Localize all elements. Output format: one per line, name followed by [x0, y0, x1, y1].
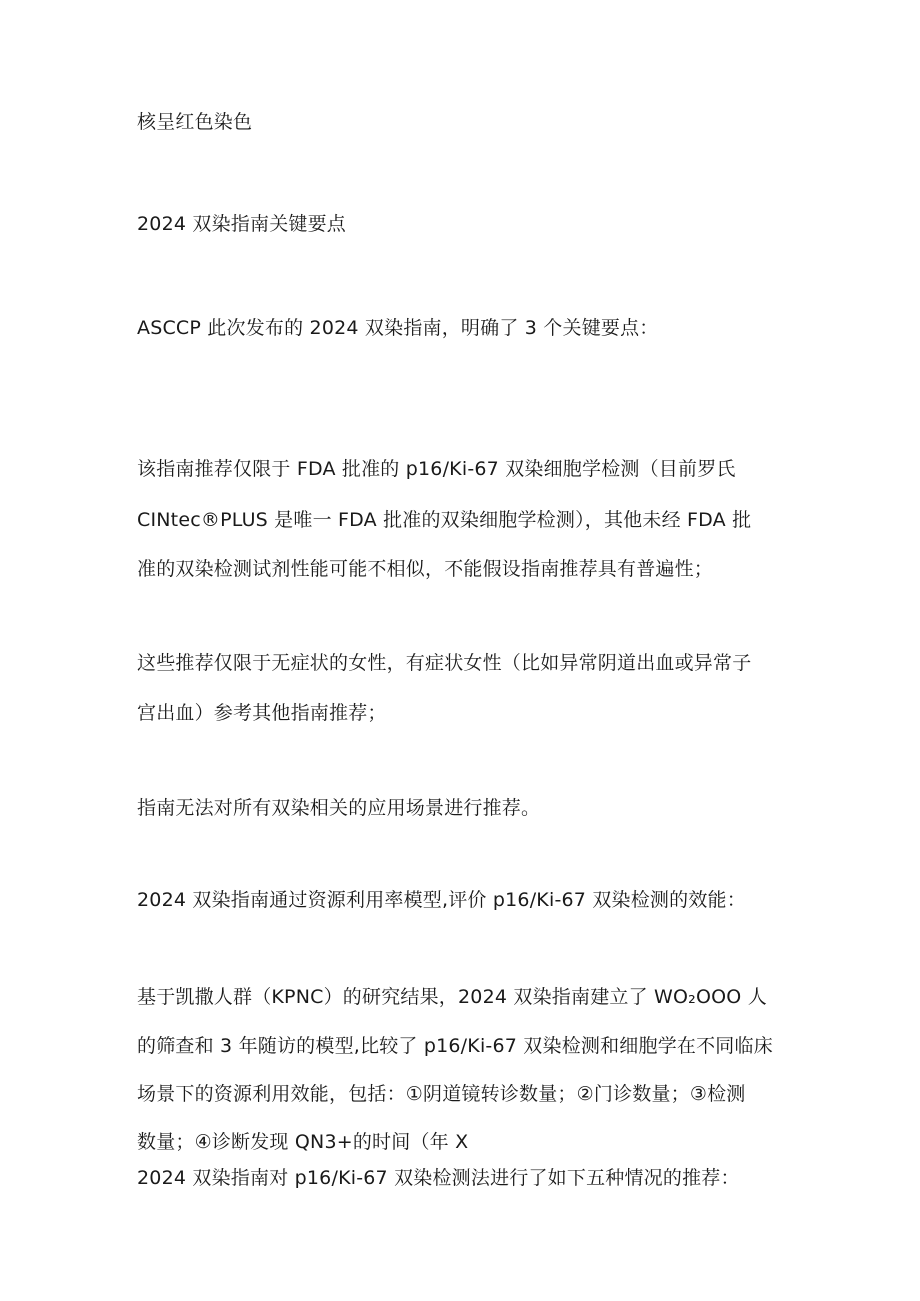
- model-paragraph: 2024 双染指南通过资源利用率模型,评价 p16/Ki-67 双染检测的效能：: [137, 889, 746, 911]
- point-1-line-3: 准的双染检测试剂性能可能不相似，不能假设指南推荐具有普遍性；: [137, 558, 714, 580]
- point-2-line-1: 这些推荐仅限于无症状的女性，有症状女性（比如异常阴道出血或异常子: [137, 652, 752, 674]
- point-3-line: 指南无法对所有双染相关的应用场景进行推荐。: [137, 797, 541, 819]
- point-2-line-2: 宫出血）参考其他指南推荐；: [137, 702, 387, 724]
- kpnc-line-3: 场景下的资源利用效能，包括：①阴道镜转诊数量；②门诊数量；③检测: [137, 1083, 746, 1105]
- section-heading: 2024 双染指南关键要点: [137, 213, 346, 235]
- point-1-line-2: CINtec®PLUS 是唯一 FDA 批准的双染细胞学检测），其他未经 FDA 批: [137, 509, 752, 531]
- intro-paragraph: ASCCP 此次发布的 2024 双染指南，明确了 3 个关键要点：: [137, 317, 659, 339]
- recommendation-intro: 2024 双染指南对 p16/Ki-67 双染检测法进行了如下五种情况的推荐：: [137, 1167, 740, 1189]
- kpnc-line-4: 数量；④诊断发现 QN3+的时间（年 X: [137, 1131, 469, 1153]
- point-1-line-1: 该指南推荐仅限于 FDA 批准的 p16/Ki-67 双染细胞学检测（目前罗氏: [137, 458, 736, 480]
- text-line-heading-fragment: 核呈红色染色: [137, 111, 253, 133]
- kpnc-line-2: 的筛查和 3 年随访的模型,比较了 p16/Ki-67 双染检测和细胞学在不同临床: [137, 1035, 773, 1057]
- kpnc-line-1: 基于凯撒人群（KPNC）的研究结果，2024 双染指南建立了 WO₂OOO 人: [137, 986, 767, 1008]
